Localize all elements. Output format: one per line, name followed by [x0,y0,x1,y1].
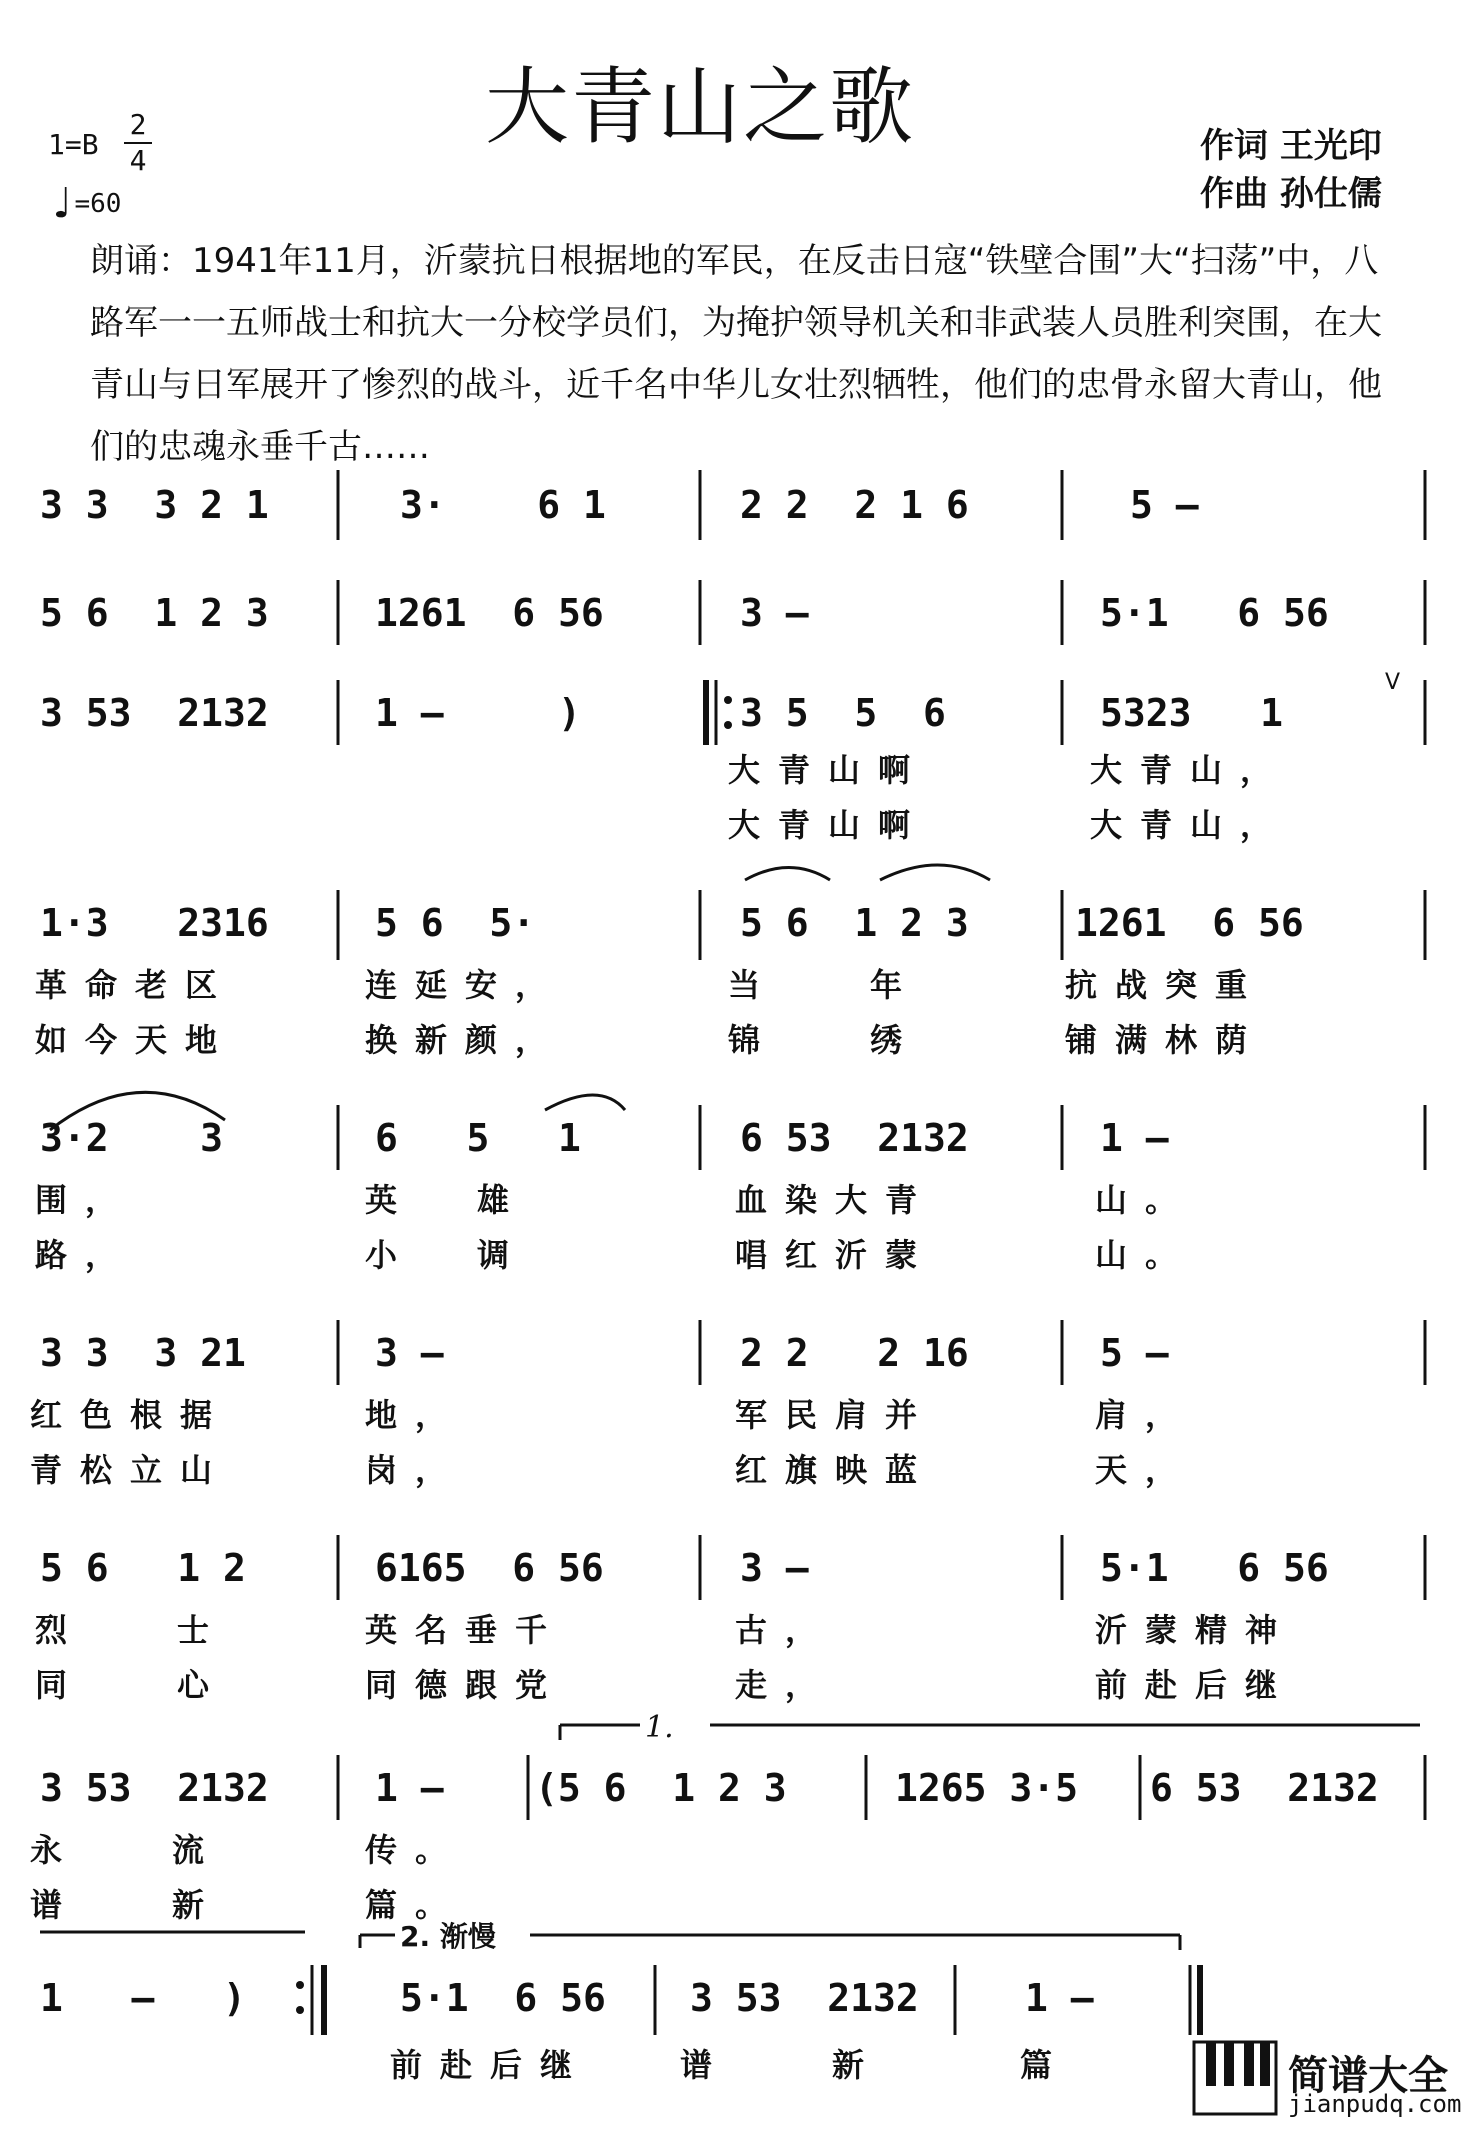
row7-lyric1-bar3: 古， [735,1611,836,1649]
row2-bar3: 3 – [740,591,809,635]
row3-lyric2-bar4: 大青山， [1090,806,1291,844]
row1-bar4: 5 – [1130,483,1199,527]
row5-lyric1-bar3: 血染大青 [735,1181,936,1219]
composer: 作曲 孙仕儒 [1200,174,1382,214]
row4-lyric2-bar1: 如今天地 [35,1021,236,1059]
row4-lyric1-bar4: 抗战突重 [1065,966,1266,1004]
row3-lyric2-bar3: 大青山啊 [728,806,929,844]
row7-lyric2-bar4: 前赴后继 [1095,1666,1296,1704]
row7-lyric2-bar3: 走， [735,1666,836,1704]
row4-bar3: 5 6 1 2 3 [740,901,969,945]
row1-bar3: 2 2 2 1 6 [740,483,969,527]
row5-lyric1-bar2: 英雄 [365,1181,590,1219]
row6-bar2: 3 – [375,1331,444,1375]
row8-bar5: 6 53 2132 [1150,1766,1379,1810]
row9-bar1: 1 – ) [40,1976,246,2020]
row8-lyric1-bar1: 永流 [30,1831,315,1869]
song-title: 大青山之歌 [484,58,915,156]
row6-bar1: 3 3 3 21 [40,1331,246,1375]
row7-lyric1-bar1: 烈士 [35,1611,320,1649]
row4-lyric1-bar2: 连延安， [365,966,566,1004]
logo-url: jianpudq.com [1288,2090,1462,2118]
row5-lyric2-bar2: 小调 [365,1236,590,1274]
row5-bar1: 3·2 3 [40,1116,224,1160]
row4-lyric2-bar4: 铺满林荫 [1065,1021,1266,1059]
volta-2: 2. 渐慢 [400,1920,496,1953]
row3-lyric1-bar4: 大青山， [1090,751,1291,789]
row7-lyric1-bar4: 沂蒙精神 [1095,1611,1296,1649]
row9-bar2: 5·1 6 56 [400,1976,606,2020]
row7-lyric2-bar2: 同德跟党 [365,1666,566,1704]
row7-lyric1-bar2: 英名垂千 [365,1611,566,1649]
row2-bar2: 1261 6 56 [375,591,604,635]
row5-lyric2-bar1: 路， [35,1236,136,1274]
row9-bar4: 1 – [1025,1976,1094,2020]
row6-lyric2-bar3: 红旗映蓝 [735,1451,936,1489]
row8-lyric2-bar2: 篇。 [365,1886,466,1924]
row7-bar4: 5·1 6 56 [1100,1546,1329,1590]
piano-icon [1192,2040,1278,2116]
row5-lyric1-bar1: 围， [35,1181,136,1219]
row8-bar3: (5 6 1 2 3 [535,1766,787,1810]
row6-lyric1-bar3: 军民肩并 [735,1396,936,1434]
row1-bar1: 3 3 3 2 1 [40,483,269,527]
row4-lyric1-bar3: 当年 [728,966,1013,1004]
row5-bar3: 6 53 2132 [740,1116,969,1160]
site-logo [1192,2040,1462,2120]
lyricist: 作词 王光印 [1200,126,1382,166]
row7-bar2: 6165 6 56 [375,1546,604,1590]
row4-lyric2-bar2: 换新颜， [365,1021,566,1059]
row9-bar3: 3 53 2132 [690,1976,919,2020]
row6-bar3: 2 2 2 16 [740,1331,969,1375]
row2-bar4: 5·1 6 56 [1100,591,1329,635]
tempo-value: =60 [74,189,122,219]
row6-bar4: 5 – [1100,1331,1169,1375]
row9-lyric-bar2: 前赴后继 [390,2046,591,2084]
breath-mark: V [1385,670,1401,695]
row5-lyric1-bar4: 山。 [1095,1181,1196,1219]
row3-lyric1-bar3: 大青山啊 [728,751,929,789]
row8-bar2: 1 – [375,1766,444,1810]
row3-bar3: 3 5 5 6 [740,691,946,735]
meter-top: 2 [129,108,147,141]
row6-lyric2-bar1: 青松立山 [30,1451,231,1489]
row8-bar1: 3 53 2132 [40,1766,269,1810]
row4-bar4: 1261 6 56 [1075,901,1304,945]
row4-bar1: 1·3 2316 [40,901,269,945]
row5-bar2: 6 5 1 [375,1116,581,1160]
row8-bar4: 1265 3·5 [895,1766,1079,1810]
meter-bottom: 4 [124,142,152,178]
row6-lyric2-bar2: 岗， [365,1451,466,1489]
row8-lyric1-bar2: 传。 [365,1831,466,1869]
row3-bar2: 1 – ) [375,691,581,735]
row8-lyric2-bar1: 谱新 [30,1886,315,1924]
key-signature: 1=B [48,128,99,161]
row3-bar4: 5323 1 [1100,691,1284,735]
row4-lyric2-bar3: 锦绣 [728,1021,1013,1059]
row9-lyric-bar3: 谱新 [680,2046,985,2084]
row7-bar1: 5 6 1 2 [40,1546,246,1590]
row4-bar2: 5 6 5· [375,901,536,945]
recitation-text: 朗诵：1941年11月，沂蒙抗日根据地的军民，在反击日寇“铁壁合围”大“扫荡”中，八路军一一五师战士和抗大一分校学员们，为掩护领导机关和非武装人员胜利突围，在大青山与日军展开了惨烈的战斗，近千名中华儿女壮烈牺牲，他们的忠骨永留大青山，他们的忠魂永垂千古…… [90,241,1382,467]
row7-lyric2-bar1: 同心 [35,1666,320,1704]
row6-lyric1-bar1: 红色根据 [30,1396,231,1434]
logo-name: 简谱大全 [1288,2053,1448,2099]
row9-lyric-bar4: 篇 [1020,2046,1071,2084]
row5-lyric2-bar3: 唱红沂蒙 [735,1236,936,1274]
row3-bar1: 3 53 2132 [40,691,269,735]
row5-bar4: 1 – [1100,1116,1169,1160]
row2-bar1: 5 6 1 2 3 [40,591,269,635]
row6-lyric1-bar4: 肩， [1095,1396,1196,1434]
quarter-note-icon: ♩ [48,178,75,229]
row6-lyric2-bar4: 天， [1095,1451,1196,1489]
volta-1: 1. [645,1710,674,1745]
row4-lyric1-bar1: 革命老区 [35,966,236,1004]
row6-lyric1-bar2: 地， [365,1396,466,1434]
row1-bar2: 3· 6 1 [400,483,606,527]
row7-bar3: 3 – [740,1546,809,1590]
row5-lyric2-bar4: 山。 [1095,1236,1196,1274]
